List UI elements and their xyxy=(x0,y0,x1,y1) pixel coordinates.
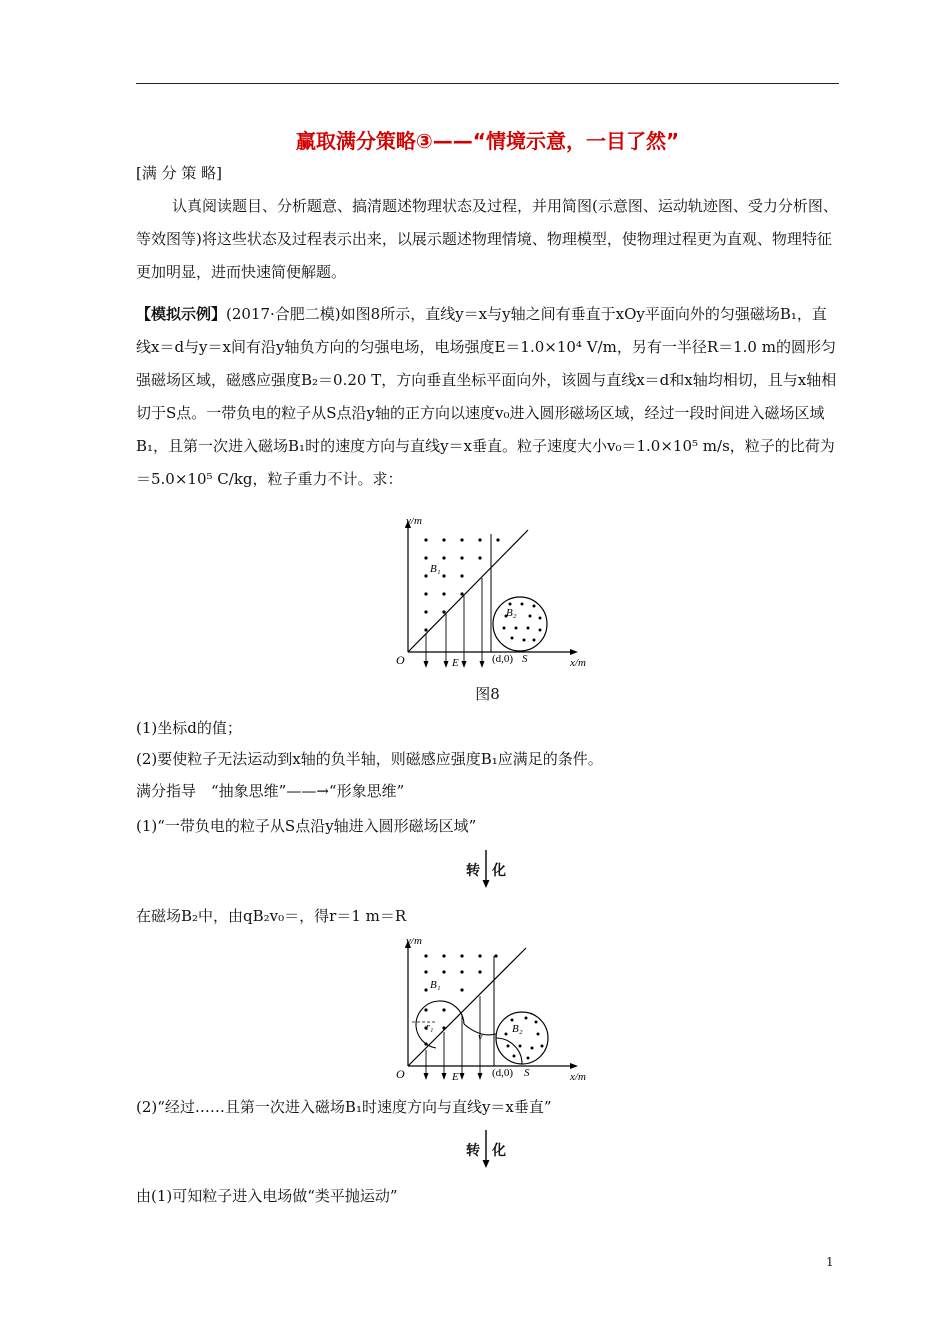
transform-1-right: 化 xyxy=(492,863,506,879)
fig2-b2-label: B₂ xyxy=(512,1023,523,1035)
fig2-origin-label: O xyxy=(396,1067,405,1081)
fig2-r1-label: r₁ xyxy=(426,1022,434,1033)
fig2-y-label: y/m xyxy=(406,938,422,947)
transform-arrow-1 xyxy=(460,846,520,894)
transform-2-right: 化 xyxy=(492,1143,506,1159)
step2-result: 由(1)可知粒子进入电场做“类平抛运动” xyxy=(136,1187,398,1205)
fig2-point-label: (d,0) xyxy=(492,1067,514,1079)
fig2-s-label: S xyxy=(524,1067,530,1079)
fig8-origin-label: O xyxy=(396,653,405,667)
strategy-paragraph: 认真阅读题目、分析题意、搞清题述物理状态及过程，并用简图(示意图、运动轨迹图、受力分析图、等效图等)将这些状态及过程表示出来，以展示题述物理情境、物理模型，使物理过程更为直观、物理特征更加明显，进而快速简便解题。 xyxy=(136,197,838,281)
transform-arrow-2 xyxy=(460,1126,520,1174)
question-2: (2)要使粒子无法运动到x轴的负半轴，则磁感应强度B₁应满足的条件。 xyxy=(136,750,603,768)
fig8-y-label: y/m xyxy=(406,518,422,527)
fig8-b2-label: B₂ xyxy=(506,607,517,619)
step2-quote: (2)“经过……且第一次进入磁场B₁时速度方向与直线y＝x垂直” xyxy=(136,1098,552,1116)
question-1: (1)坐标d的值； xyxy=(136,719,242,737)
header-rule xyxy=(136,83,839,84)
example-label: 【模拟示例】 xyxy=(136,305,227,323)
transform-1-left: 转 xyxy=(466,863,480,879)
down-arrow-icon xyxy=(482,850,490,888)
guide-line: 满分指导 “抽象思维”——→“形象思维” xyxy=(136,782,405,800)
fig8-e-label: E xyxy=(452,657,459,669)
fig8-point-label: (d,0) xyxy=(492,653,514,665)
example-text: (2017·合肥二模)如图8所示，直线y＝x与y轴之间有垂直于xOy平面向外的匀强磁场B₁，直线x＝d与y＝x间有沿y轴负方向的匀强电场，电场强度E＝1.0×10⁴ V/m，另有一半径R＝1.0 m的圆形匀强磁场区域，磁感应强度B₂＝0.20 T，方向垂直坐标平面向外，该圆与直线x＝d和x轴均相切，且与x轴相切于S点。一带负电的粒子从S点沿y轴的正方向以速度v₀进入圆形磁场区域，经过一段时间进入磁场区域B₁，且第一次进入磁场B₁时的速度方向与直线y＝x垂直。粒子速度大小v₀＝1.0×10⁵ m/s，粒子的比荷为＝5.0×10⁵ C/kg，粒子重力不计。求： xyxy=(136,305,837,488)
step1-quote: (1)“一带负电的粒子从S点沿y轴进入圆形磁场区域” xyxy=(136,817,477,835)
figure-8-caption: 图8 xyxy=(475,685,500,703)
trajectory-diagram xyxy=(396,938,586,1084)
fig8-s-label: S xyxy=(522,653,528,665)
page-number: 1 xyxy=(826,1255,834,1269)
transform-2-left: 转 xyxy=(466,1143,480,1159)
fig8-x-label: x/m xyxy=(570,657,586,669)
fig8-b1-label: B₁ xyxy=(430,563,441,575)
page-title: 赢取满分策略③——“情境示意，一目了然” xyxy=(295,129,680,153)
section-label: [满 分 策 略] xyxy=(136,164,223,182)
fig2-b1-label: B₁ xyxy=(430,979,441,991)
fig2-v-label: v xyxy=(478,1032,483,1043)
down-arrow-icon xyxy=(482,1130,490,1168)
example-paragraph xyxy=(136,298,840,496)
step1-result: 在磁场B₂中，由qB₂v₀＝，得r＝1 m＝R xyxy=(136,907,407,925)
fig2-e-label: E xyxy=(452,1071,459,1083)
figure-8-diagram xyxy=(396,518,586,670)
fig2-x-label: x/m xyxy=(570,1071,586,1083)
